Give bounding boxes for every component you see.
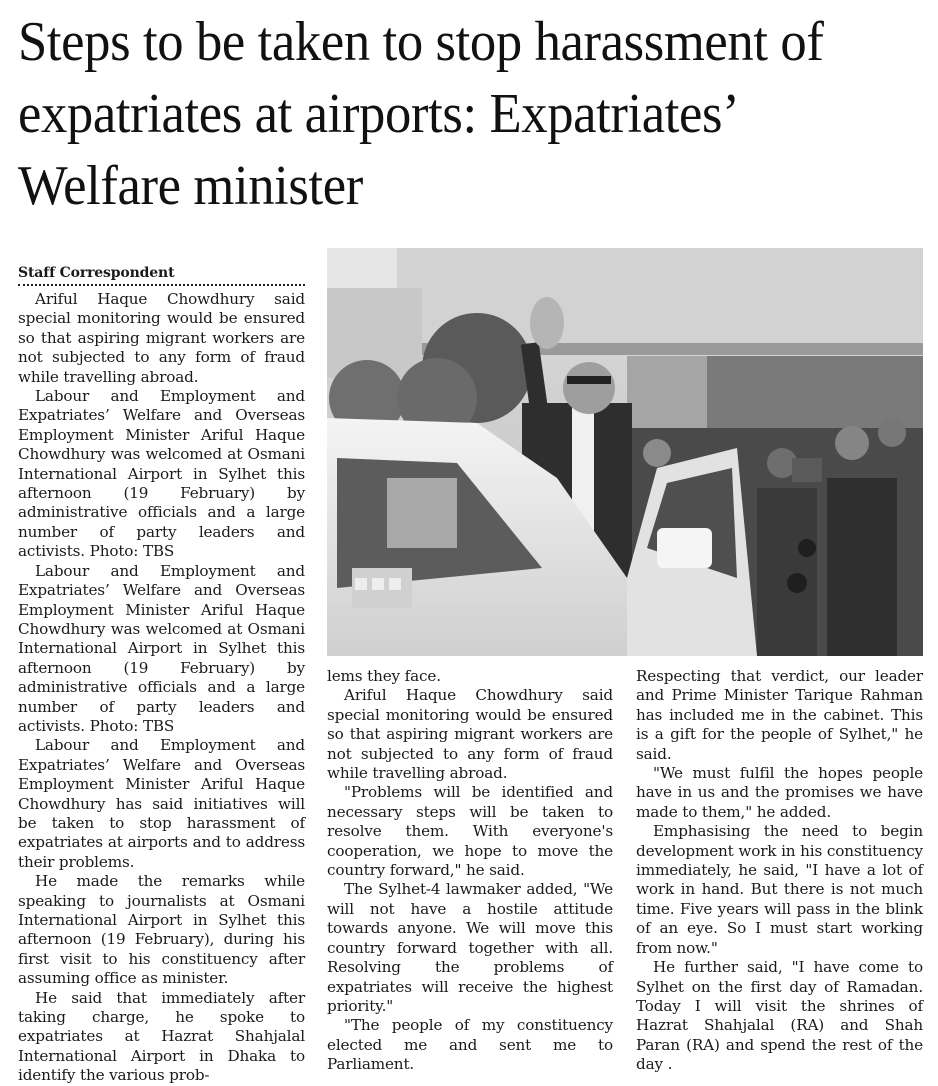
byline: Staff Correspondent bbox=[18, 264, 305, 286]
paragraph: Ariful Haque Chowdhury said special monitoring would be ensured so that aspiring migrant workers are not subjected to any form of fraud while travelling abroad. bbox=[327, 686, 613, 783]
paragraph: Labour and Employment and Expatriates’ Welfare and Overseas Employment Minister Ariful Haque Chowdhury was welcomed at Osmani International Airport in Sylhet this afternoon (19 February) by administrative officials and a large number of party leaders and activists. Photo: TBS bbox=[18, 561, 305, 735]
paragraph: "We must fulfil the hopes people have in us and the promises we have made to them," he added. bbox=[636, 764, 923, 821]
paragraph: He said that immediately after taking charge, he spoke to expatriates at Hazrat Shahjalal International Airport in Dhaka to identify the various prob- bbox=[18, 988, 305, 1085]
paragraph: Ariful Haque Chowdhury said special monitoring would be ensured so that aspiring migrant workers are not subjected to any form of fraud while travelling abroad. bbox=[18, 290, 305, 386]
paragraph: lems they face. bbox=[327, 667, 441, 685]
paragraph: The Sylhet-4 lawmaker added, "We will not have a hostile attitude towards anyone. We will move this country forward together with all. Resolving the problems of expatriates will receive the highest priority." bbox=[327, 880, 613, 1015]
article-photo bbox=[327, 248, 923, 656]
article-column-1 bbox=[18, 264, 305, 1086]
headline: Steps to be taken to stop harassment of expatriates at airports: Expatriates’ Welfare minister bbox=[18, 11, 824, 217]
paragraph: Emphasising the need to begin development work in his constituency immediately, he said, "I have a lot of work in hand. But there is not much time. Five years will pass in the blink of an eye. So I must start working from now." bbox=[636, 822, 923, 957]
paragraph: "The people of my constituency elected me and sent me to Parliament. bbox=[327, 1016, 613, 1074]
article-column-3 bbox=[636, 667, 923, 1075]
paragraph: He further said, "I have come to Sylhet on the first day of Ramadan. Today I will visit the shrines of Hazrat Shahjalal (RA) and Shah Paran (RA) and spend the rest of the day . bbox=[636, 958, 923, 1074]
paragraph: Labour and Employment and Expatriates’ Welfare and Overseas Employment Minister Ariful Haque Chowdhury was welcomed at Osmani International Airport in Sylhet this afternoon (19 February) by administrative officials and a large number of party leaders and activists. Photo: TBS bbox=[18, 387, 305, 561]
paragraph: "Problems will be identified and necessary steps will be taken to resolve them. With everyone's cooperation, we hope to move the country forward," he said. bbox=[327, 783, 613, 880]
paragraph: Labour and Employment and Expatriates’ Welfare and Overseas Employment Minister Ariful Haque Chowdhury has said initiatives will be taken to stop harassment of expatriates at airports and to address their problems. bbox=[18, 736, 305, 871]
paragraph: He made the remarks while speaking to journalists at Osmani International Airport in Sylhet this afternoon (19 February), during his first visit to his constituency after assuming office as minister. bbox=[18, 872, 305, 988]
paragraph: Respecting that verdict, our leader and Prime Minister Tarique Rahman has included me in the cabinet. This is a gift for the people of Sylhet," he said. bbox=[636, 667, 923, 763]
article-column-2 bbox=[327, 667, 613, 1075]
